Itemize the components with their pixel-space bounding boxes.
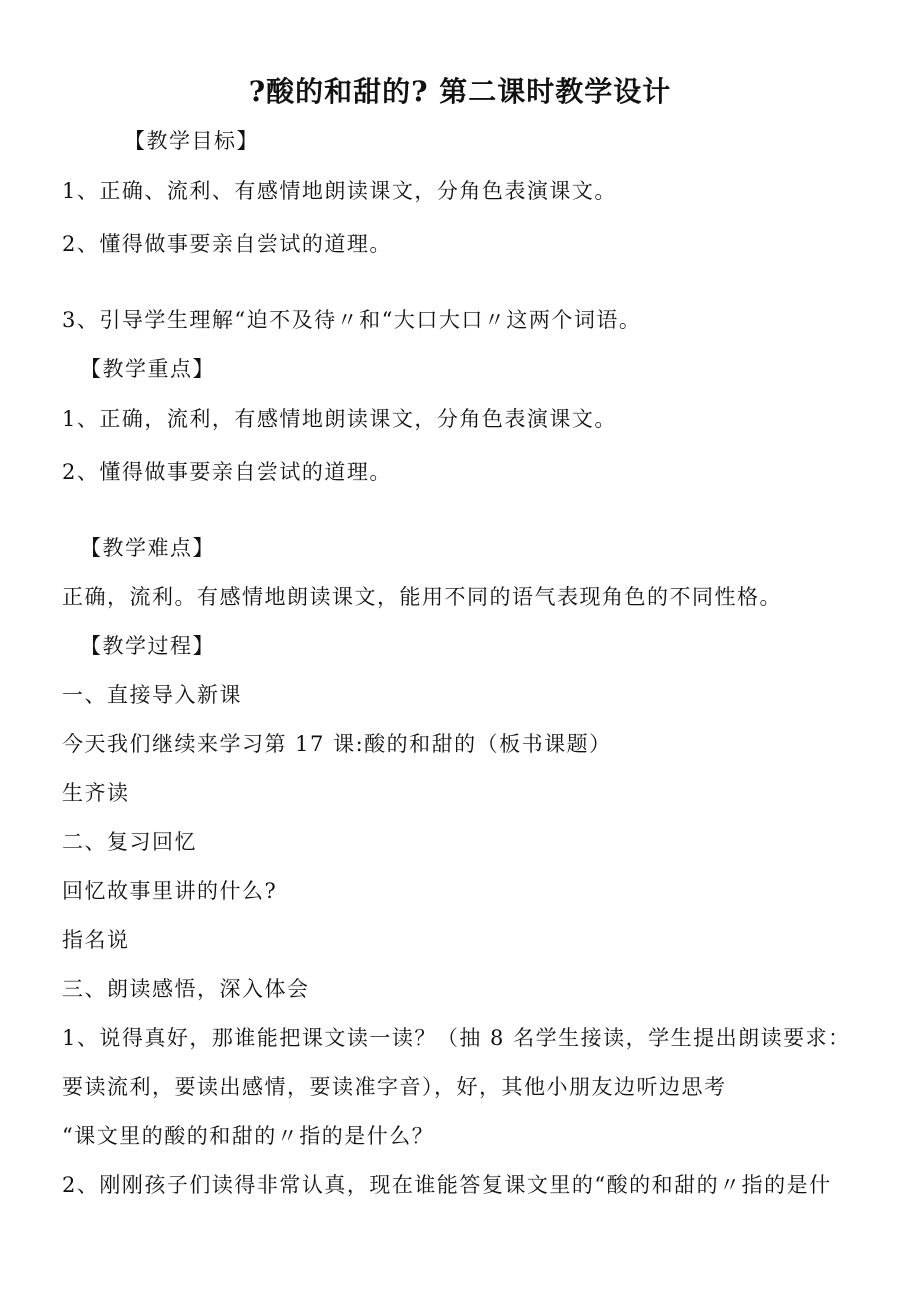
process-text: 要读流利，要读出感情，要读准字音），好，其他小朋友边听边思考 (62, 1075, 727, 1099)
section-heading-objectives: 【教学目标】 (124, 129, 259, 153)
section-heading-difficulties: 【教学难点】 (80, 536, 215, 560)
process-text: 今天我们继续来学习第 17 课:酸的和甜的（板书课题） (62, 732, 612, 756)
process-step-2-heading: 二、复习回忆 (62, 830, 197, 854)
process-text: 2、刚刚孩子们读得非常认真，现在谁能答复课文里的“酸的和甜的〃指的是什 (62, 1173, 832, 1197)
objective-item-1: 1、正确、流利、有感情地朗读课文，分角色表演课文。 (62, 179, 617, 203)
section-heading-process: 【教学过程】 (80, 634, 215, 658)
difficulty-text: 正确，流利。有感情地朗读课文，能用不同的语气表现角色的不同性格。 (62, 585, 782, 609)
process-step-1-heading: 一、直接导入新课 (62, 683, 242, 707)
process-text: 生齐读 (62, 781, 130, 805)
key-point-item-2: 2、懂得做事要亲自尝试的道理。 (62, 460, 392, 484)
objective-item-2: 2、懂得做事要亲自尝试的道理。 (62, 232, 392, 256)
process-step-3-heading: 三、朗读感悟，深入体会 (62, 977, 310, 1001)
objective-item-3: 3、引导学生理解“迫不及待〃和“大口大口〃这两个词语。 (62, 308, 642, 332)
section-heading-key-points: 【教学重点】 (80, 357, 215, 381)
process-text: “课文里的酸的和甜的〃指的是什么？ (62, 1124, 435, 1148)
process-text: 1、说得真好，那谁能把课文读一读？（抽 8 名学生接读，学生提出朗读要求： (62, 1026, 851, 1050)
process-text: 回忆故事里讲的什么? (62, 879, 278, 903)
document-title: ?酸的和甜的? 第二课时教学设计 (248, 75, 672, 108)
key-point-item-1: 1、正确，流利，有感情地朗读课文，分角色表演课文。 (62, 407, 617, 431)
process-text: 指名说 (62, 928, 130, 952)
